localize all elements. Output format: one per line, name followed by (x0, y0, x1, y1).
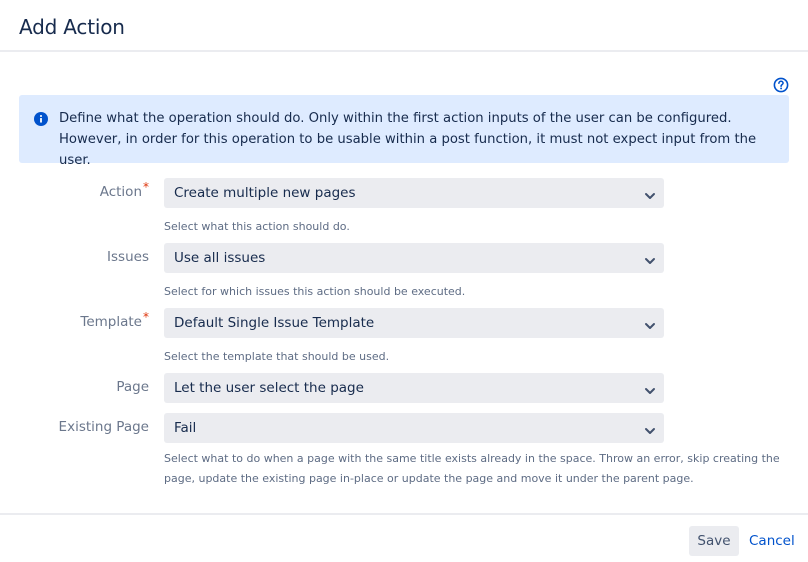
issues-select[interactable] (164, 243, 664, 273)
existing-page-label: Existing Page (58, 419, 149, 435)
existing-page-select[interactable] (164, 413, 664, 443)
required-marker: * (143, 310, 149, 324)
info-message-text: Define what the operation should do. Only within the first action inputs of the user can be configured. However, in order for this operation to be usable within a post function, it must not expect input from the user. (59, 111, 757, 168)
issues-select-value: Use all issues (174, 250, 266, 266)
issues-label: Issues (107, 249, 149, 265)
info-circle-icon (34, 111, 48, 125)
chevron-down-icon (644, 382, 656, 394)
page-select[interactable] (164, 373, 664, 403)
dialog-title: Add Action (19, 15, 125, 39)
chevron-down-icon (644, 187, 656, 199)
action-hint: Select what this action should do. (164, 220, 350, 233)
action-label: Action* (99, 180, 149, 200)
dialog-footer (0, 513, 808, 562)
cancel-link[interactable]: Cancel (749, 533, 795, 549)
chevron-down-icon (644, 317, 656, 329)
template-select[interactable] (164, 308, 664, 338)
chevron-down-icon (644, 422, 656, 434)
existing-page-select-value: Fail (174, 420, 197, 436)
question-circle-icon[interactable] (773, 77, 789, 93)
existing-page-hint: Select what to do when a page with the same title exists already in the space. Throw an error, skip creating the page, update the existing page in-place or update the page and move it under the parent page. (164, 452, 780, 485)
page-select-value: Let the user select the page (174, 380, 364, 396)
dialog-header (0, 0, 808, 52)
chevron-down-icon (644, 252, 656, 264)
page-label: Page (116, 379, 149, 395)
action-select[interactable] (164, 178, 664, 208)
save-button[interactable]: Save (689, 526, 739, 556)
template-select-value: Default Single Issue Template (174, 315, 375, 331)
template-hint: Select the template that should be used. (164, 350, 390, 363)
required-marker: * (143, 180, 149, 194)
template-label: Template* (80, 310, 149, 330)
action-select-value: Create multiple new pages (174, 185, 356, 201)
issues-hint: Select for which issues this action should be executed. (164, 285, 466, 298)
info-message (19, 95, 789, 168)
